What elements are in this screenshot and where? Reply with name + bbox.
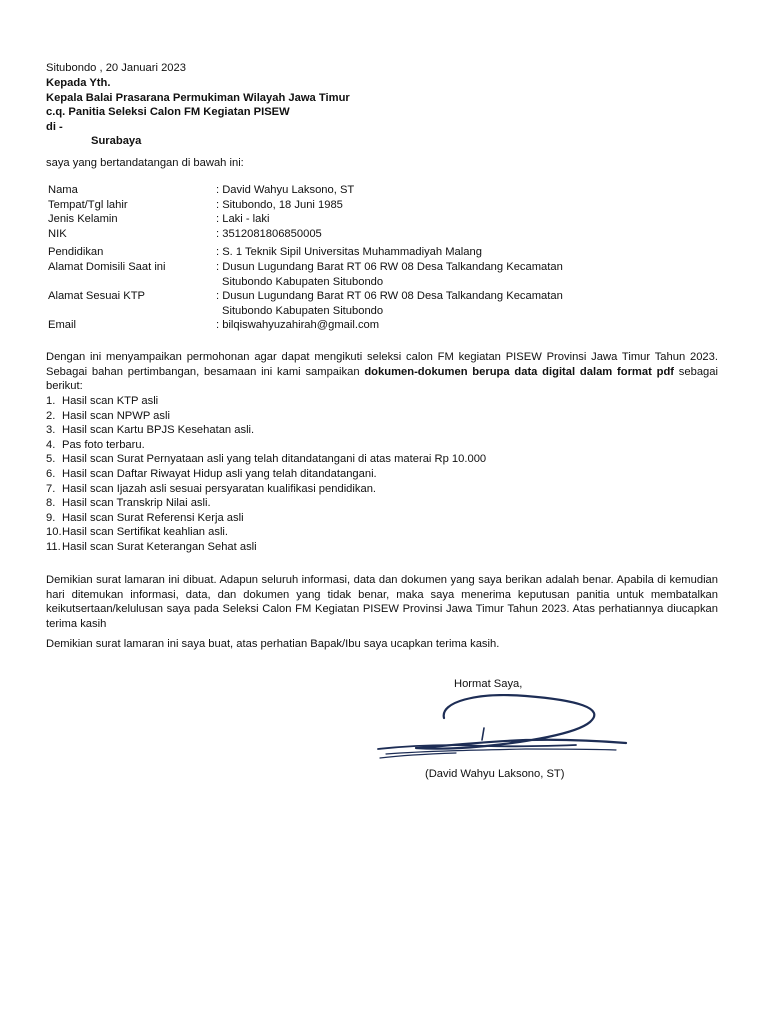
recipient-committee: c.q. Panitia Seleksi Calon FM Kegiatan PISEW <box>46 106 290 119</box>
identity-label: Tempat/Tgl lahir <box>48 198 128 211</box>
recipient-block <box>46 76 350 149</box>
regards-line: Hormat Saya, <box>454 678 523 690</box>
date-line: Situbondo , 20 Januari 2023 <box>46 62 186 74</box>
list-item <box>46 467 718 482</box>
intro-text-end: sebagai berikut: <box>46 365 718 393</box>
identity-label: NIK <box>48 227 67 240</box>
list-item <box>46 423 718 438</box>
list-number: 2. <box>46 409 56 422</box>
list-number: 11. <box>46 540 61 553</box>
identity-value: : Laki - laki <box>216 213 270 226</box>
identity-row-domicile <box>48 260 708 289</box>
list-text: Hasil scan Surat Keterangan Sehat asli <box>62 540 257 553</box>
identity-value-line2: Situbondo Kabupaten Situbondo <box>222 304 384 317</box>
document-list <box>46 394 718 555</box>
identity-row-education <box>48 245 708 260</box>
identity-label: Email <box>48 319 76 332</box>
list-number: 5. <box>46 453 56 466</box>
identity-value: : Situbondo, 18 Juni 1985 <box>216 198 343 211</box>
identity-value: : David Wahyu Laksono, ST <box>216 184 355 196</box>
list-text: Hasil scan Ijazah asli sesuai persyaratan kualifikasi pendidikan. <box>62 482 377 495</box>
identity-value-line1: : Dusun Lugundang Barat RT 06 RW 08 Desa Talkandang Kecamatan <box>216 260 563 273</box>
handwritten-signature <box>376 694 630 770</box>
list-item <box>46 438 718 453</box>
recipient-office: Kepala Balai Prasarana Permukiman Wilayah Jawa Timur <box>46 91 350 104</box>
identity-row-birth <box>48 198 708 213</box>
list-item <box>46 409 718 424</box>
closing-paragraph: Demikian surat lamaran ini dibuat. Adapun seluruh informasi, data dan dokumen yang saya berikan adalah benar. Apabila di kemudian hari ditemukan informasi, data, dan dokumen yang tidak benar, maka saya menerima keputusan panitia untuk membatalkan keikutsertaan/kelulusan saya pada Seleksi Calon FM Kegiatan PISEW Provinsi Jawa Timur Tahun 2023. Atas perhatiannya diucapkan terima kasih <box>46 574 718 630</box>
list-text: Hasil scan KTP asli <box>62 395 159 407</box>
list-number: 3. <box>46 424 56 437</box>
list-text: Hasil scan Surat Referensi Kerja asli <box>62 511 244 524</box>
opening-line: saya yang bertandatangan di bawah ini: <box>46 157 244 169</box>
list-number: 1. <box>46 395 56 407</box>
signer-name: (David Wahyu Laksono, ST) <box>425 768 565 780</box>
identity-label: Jenis Kelamin <box>48 213 118 226</box>
closing-thanks: Demikian surat lamaran ini saya buat, atas perhatian Bapak/Ibu saya ucapkan terima kasih. <box>46 638 500 650</box>
list-item <box>46 394 718 409</box>
list-text: Hasil scan NPWP asli <box>62 409 170 422</box>
list-text: Hasil scan Surat Pernyataan asli yang telah ditandatangani di atas materai Rp 10.000 <box>62 453 487 466</box>
list-item <box>46 511 718 526</box>
identity-row-name <box>48 183 708 198</box>
list-number: 7. <box>46 482 56 495</box>
identity-row-email <box>48 318 708 333</box>
identity-row-nik <box>48 227 708 242</box>
identity-value: : 3512081806850005 <box>216 227 322 240</box>
list-number: 8. <box>46 497 56 510</box>
identity-value-line2: Situbondo Kabupaten Situbondo <box>222 275 384 288</box>
intro-text: Dengan ini menyampaikan permohonan agar dapat mengikuti seleksi calon FM kegiatan PISEW Provinsi Jawa Timur Tahun 2023. Sebagai bahan pertimbangan, besamaan ini kami sampaikan <box>46 351 718 378</box>
identity-value <box>216 289 708 318</box>
list-item <box>46 452 718 467</box>
recipient-di: di - <box>46 120 63 133</box>
list-text: Hasil scan Kartu BPJS Kesehatan asli. <box>62 424 255 437</box>
identity-row-ktp-address <box>48 289 708 318</box>
identity-label: Alamat Domisili Saat ini <box>48 260 166 273</box>
list-text: Hasil scan Daftar Riwayat Hidup asli yang telah ditandatangani. <box>62 467 377 480</box>
identity-row-gender <box>48 212 708 227</box>
list-text: Pas foto terbaru. <box>62 438 145 451</box>
list-number: 4. <box>46 438 56 451</box>
list-item <box>46 496 718 511</box>
intro-paragraph <box>46 350 718 394</box>
intro-bold-text: dokumen-dokumen berupa data digital dalam format pdf <box>364 365 675 378</box>
list-item <box>46 525 718 540</box>
identity-label: Nama <box>48 184 78 196</box>
list-text: Hasil scan Sertifikat keahlian asli. <box>62 526 229 539</box>
recipient-city: Surabaya <box>91 135 142 148</box>
identity-label: Alamat Sesuai KTP <box>48 290 146 303</box>
identity-value <box>216 260 708 289</box>
list-item <box>46 482 718 497</box>
identity-table <box>48 183 708 333</box>
list-number: 6. <box>46 467 56 480</box>
identity-label: Pendidikan <box>48 246 104 259</box>
identity-value-line1: : Dusun Lugundang Barat RT 06 RW 08 Desa Talkandang Kecamatan <box>216 290 563 303</box>
recipient-salutation: Kepada Yth. <box>46 77 111 89</box>
identity-value: : bilqiswahyuzahirah@gmail.com <box>216 319 380 332</box>
identity-value: : S. 1 Teknik Sipil Universitas Muhammadiyah Malang <box>216 246 482 259</box>
list-number: 9. <box>46 511 56 524</box>
list-text: Hasil scan Transkrip Nilai asli. <box>62 497 211 510</box>
list-item <box>46 540 718 555</box>
list-number: 10. <box>46 526 62 539</box>
